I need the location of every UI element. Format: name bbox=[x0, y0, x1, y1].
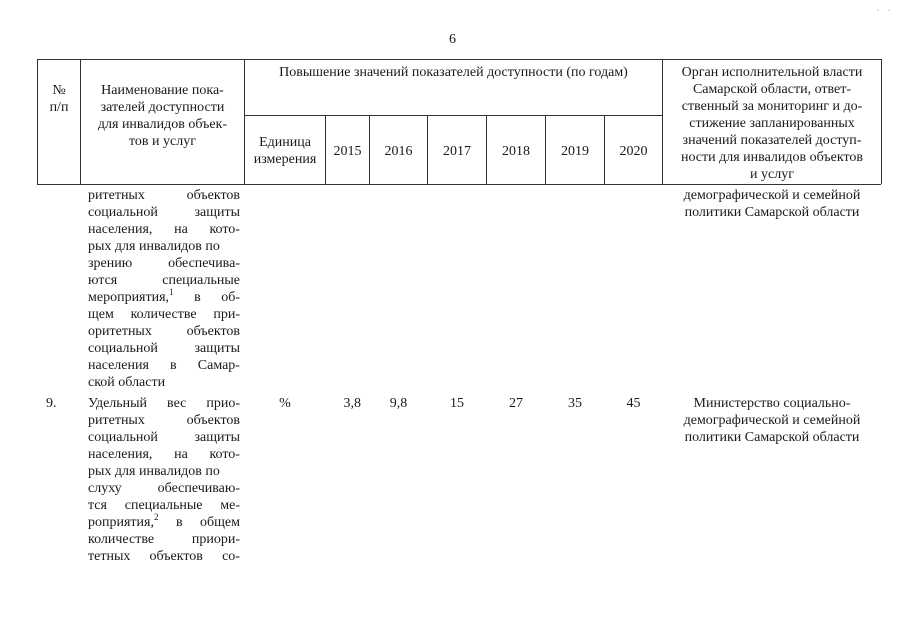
header-group-title: Повышение значений показателей доступности (по годам) bbox=[279, 65, 628, 80]
continuation-name-line: зрению обеспечива- bbox=[88, 256, 240, 271]
header-unit-col: Единица измерения bbox=[253, 135, 317, 167]
row-name-line: слуху обеспечиваю- bbox=[88, 481, 240, 496]
row-name-line: Удельный вес прио- bbox=[88, 396, 240, 411]
row-number: 9. bbox=[46, 396, 57, 411]
continuation-name-line: рых для инвалидов по bbox=[88, 239, 220, 254]
header-number-col: № п/п bbox=[49, 83, 69, 115]
continuation-name-line: ской области bbox=[88, 375, 166, 390]
row-responsible-org: Министерство социально- демографической и семейной политики Самарской области bbox=[683, 396, 861, 445]
continuation-org: демографической и семейной политики Самарской области bbox=[683, 188, 861, 220]
continuation-name-line: социальной защиты bbox=[88, 341, 240, 356]
row-name-line: тся специальные ме- bbox=[88, 498, 240, 513]
row-name-line: социальной защиты bbox=[88, 430, 240, 445]
value-2018: 27 bbox=[509, 396, 523, 411]
continuation-name-line: населения в Самар- bbox=[88, 358, 240, 373]
value-2016: 9,8 bbox=[389, 396, 408, 411]
header-year-2020: 2020 bbox=[619, 144, 648, 159]
header-year-2019: 2019 bbox=[561, 144, 589, 159]
corner-mark: · · bbox=[876, 3, 893, 17]
continuation-name-line: оритетных объектов bbox=[88, 324, 240, 339]
row-name-line: населения, на кото- bbox=[88, 447, 240, 462]
continuation-name-line: социальной защиты bbox=[88, 205, 240, 220]
header-year-2018: 2018 bbox=[502, 144, 530, 159]
header-year-2016: 2016 bbox=[384, 144, 413, 159]
continuation-name-line: мероприятия,$^1$ в об- bbox=[88, 287, 240, 305]
continuation-name-line: ются специальные bbox=[88, 273, 240, 288]
page-number: 6 bbox=[449, 32, 456, 47]
row-name-line: роприятия,$^2$ в общем bbox=[88, 512, 240, 530]
header-year-2015: 2015 bbox=[333, 144, 362, 159]
row-name-line: рых для инвалидов по bbox=[88, 464, 220, 479]
header-year-2017: 2017 bbox=[443, 144, 471, 159]
row-unit: % bbox=[279, 396, 291, 411]
row-name-line: ритетных объектов bbox=[88, 413, 240, 428]
value-2020: 45 bbox=[626, 396, 641, 411]
footnote-mark: 2 bbox=[153, 512, 159, 522]
footnote-mark: 1 bbox=[169, 287, 174, 297]
value-2015: 3,8 bbox=[343, 396, 361, 411]
continuation-name-line: ритетных объектов bbox=[88, 188, 240, 203]
header-indicator-name-col: Наименование пока- зателей доступности для инвалидов объек- тов и услуг bbox=[97, 83, 228, 149]
row-name-line: тетных объектов со- bbox=[88, 549, 240, 564]
continuation-name-line: щем количестве при- bbox=[88, 307, 240, 322]
value-2017: 15 bbox=[450, 396, 464, 411]
continuation-name-line: населения, на кото- bbox=[88, 222, 240, 237]
header-responsible-org-col: Орган исполнительной власти Самарской области, ответ- ственный за мониторинг и до- стижение запланированных значений показателей доступ- ности для инвалидов объектов и услуг bbox=[680, 65, 864, 182]
value-2019: 35 bbox=[568, 396, 582, 411]
row-name-line: количестве приори- bbox=[88, 532, 240, 547]
